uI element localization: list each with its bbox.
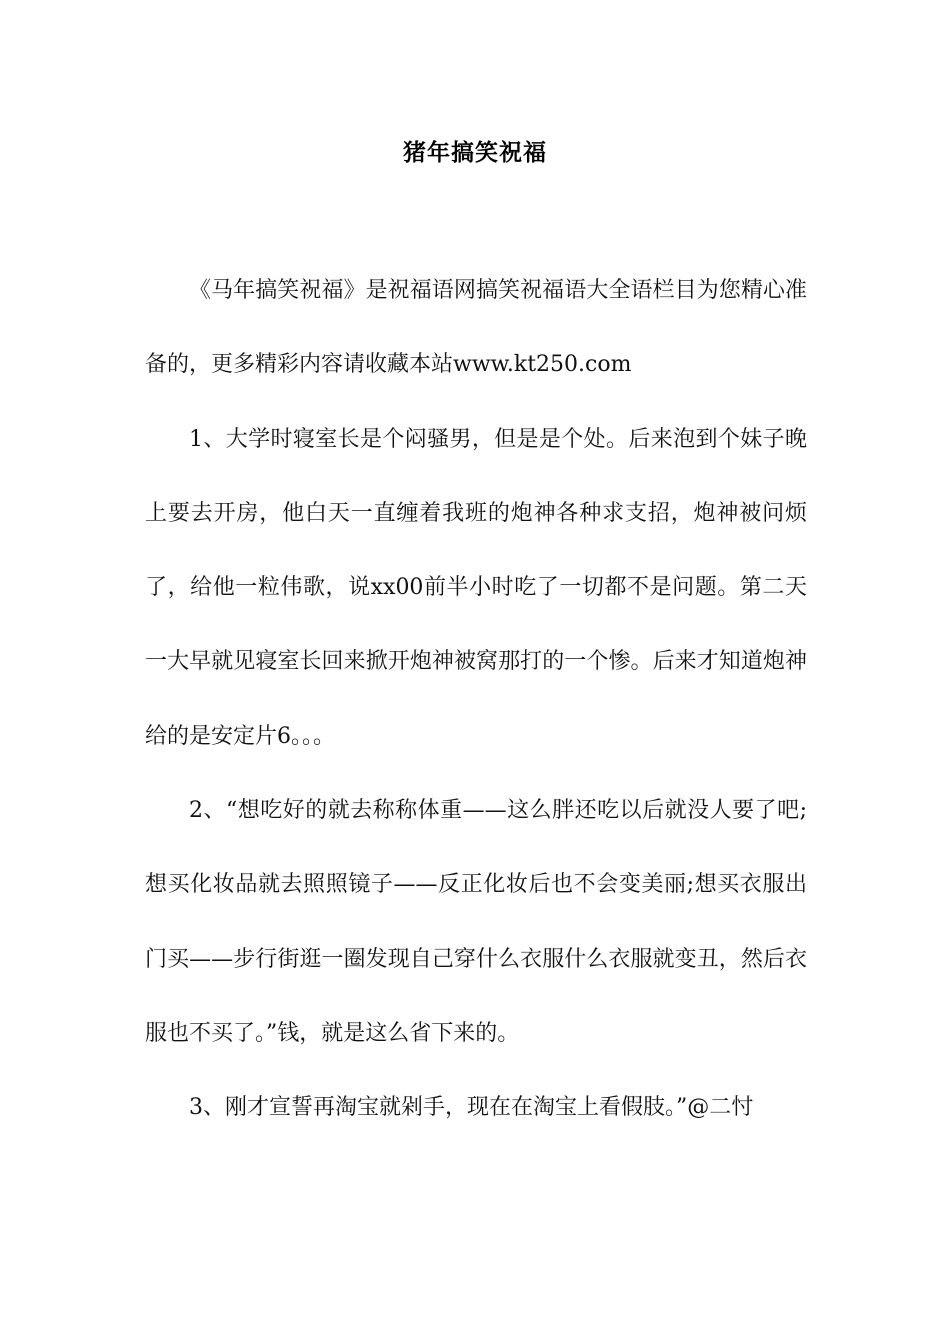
joke-paragraph-2: 2、“想吃好的就去称称体重——这么胖还吃以后就没人要了吧;想买化妆品就去照照镜子——反正化妆后也不会变美丽;想买衣服出门买——步行街逛一圈发现自己穿什么衣服什么衣服就变丑，然后衣服也不买了。”钱，就是这么省下来的。 xyxy=(145,798,807,1046)
intro-paragraph: 《马年搞笑祝福》是祝福语网搞笑祝福语大全语栏目为您精心准备的，更多精彩内容请收藏本站www.kt250.com xyxy=(145,278,807,378)
joke-paragraph-1: 1、大学时寝室长是个闷骚男，但是是个处。后来泡到个妹子晚上要去开房，他白天一直缠着我班的炮神各种求支招，炮神被问烦了，给他一粒伟歌，说xx00前半小时吃了一切都不是问题。第二天一大早就见寝室长回来掀开炮神被窝那打的一个惨。后来才知道炮神给的是安定片6。。。 xyxy=(145,426,807,749)
document-body xyxy=(145,254,807,1146)
joke-paragraph-3: 3、刚才宣誓再淘宝就剁手，现在在淘宝上看假肢。”@二忖 xyxy=(189,1095,754,1121)
document-title: 猪年搞笑祝福 xyxy=(403,140,547,166)
